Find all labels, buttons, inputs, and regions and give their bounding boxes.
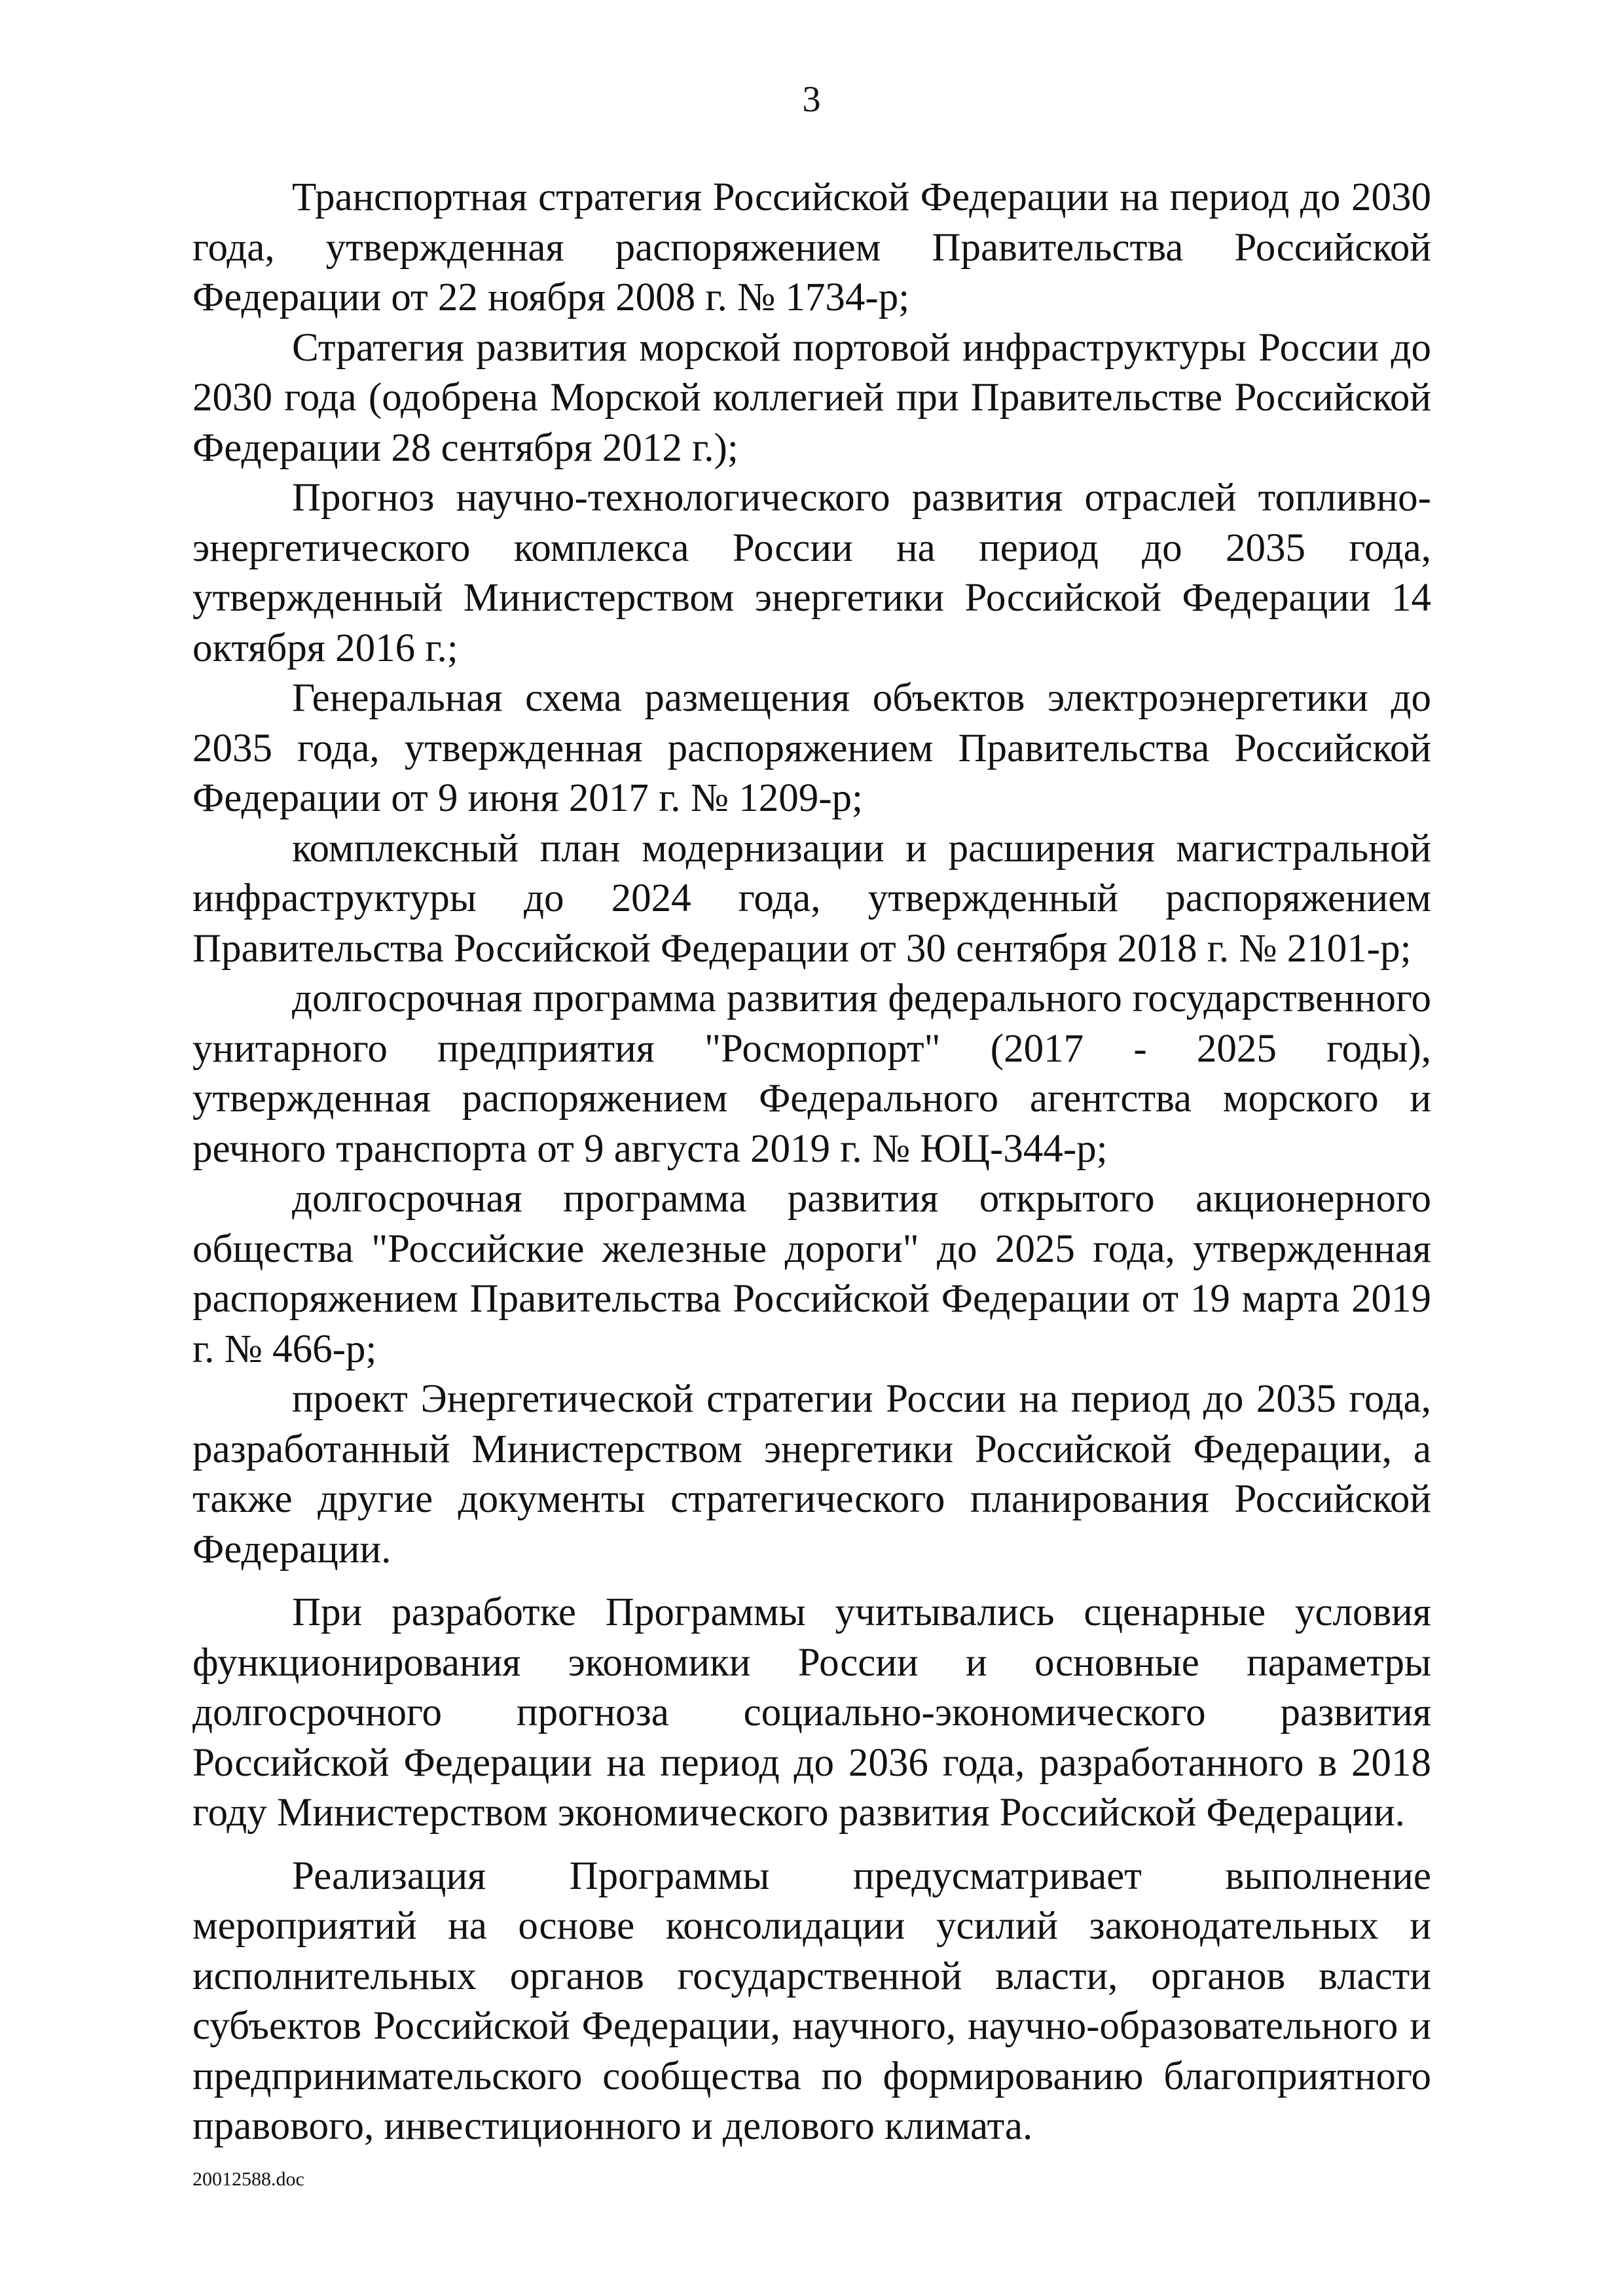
paragraph-transport-strategy: Транспортная стратегия Российской Федерации на период до 2030 года, утвержденная распоряжением Правительства Российской Федерации от 22 ноября 2008 г. № 1734-р; <box>192 175 1431 319</box>
paragraph-program-implementation: Реализация Программы предусматривает выполнение мероприятий на основе консолидации усилий законодательных и исполнительных органов государственной власти, органов власти субъектов Российской Федерации, научного, научно-образовательного и предпринимательского сообщества по формированию благоприятного правового, инвестиционного и делового климата. <box>192 1854 1431 2148</box>
paragraph-energy-strategy-draft: проект Энергетической стратегии России на период до 2035 года, разработанный Министерством энергетики Российской Федерации, а также другие документы стратегического планирования Российской Федерации. <box>192 1377 1431 1571</box>
paragraph-infrastructure-modernization-plan: комплексный план модернизации и расширения магистральной инфраструктуры до 2024 года, утвержденный распоряжением Правительства Российской Федерации от 30 сентября 2018 г. № 2101-р; <box>192 826 1431 971</box>
footer-file-name: 20012588.doc <box>192 2168 304 2190</box>
page-number: 3 <box>802 79 821 120</box>
paragraph-port-infrastructure-strategy: Стратегия развития морской портовой инфраструктуры России до 2030 года (одобрена Морской коллегией при Правительстве Российской Федерации 28 сентября 2012 г.); <box>192 325 1431 470</box>
paragraph-scenario-conditions: При разработке Программы учитывались сценарные условия функционирования экономики России и основные параметры долгосрочного прогноза социально-экономического развития Российской Федерации на период до 2036 года, разработанного в 2018 году Министерством экономического развития Российской Федерации. <box>192 1590 1431 1835</box>
paragraph-fuel-energy-forecast: Прогноз научно-технологического развития отраслей топливно-энергетического комплекса России на период до 2035 года, утвержденный Министерством энергетики Российской Федерации 14 октября 2016 г.; <box>192 476 1431 670</box>
document-body <box>192 173 1431 2152</box>
paragraph-electric-power-scheme: Генеральная схема размещения объектов электроэнергетики до 2035 года, утвержденная распоряжением Правительства Российской Федерации от 9 июня 2017 г. № 1209-р; <box>192 676 1431 820</box>
paragraph-russian-railways-program: долгосрочная программа развития открытого акционерного общества "Российские железные дороги" до 2025 года, утвержденная распоряжением Правительства Российской Федерации от 19 марта 2019 г. № 466-р; <box>192 1177 1431 1371</box>
paragraph-rosmorport-program: долгосрочная программа развития федерального государственного унитарного предприятия "Росморпорт" (2017 - 2025 годы), утвержденная распоряжением Федерального агентства морского и речного транспорта от 9 августа 2019 г. № ЮЦ-344-р; <box>192 977 1431 1171</box>
